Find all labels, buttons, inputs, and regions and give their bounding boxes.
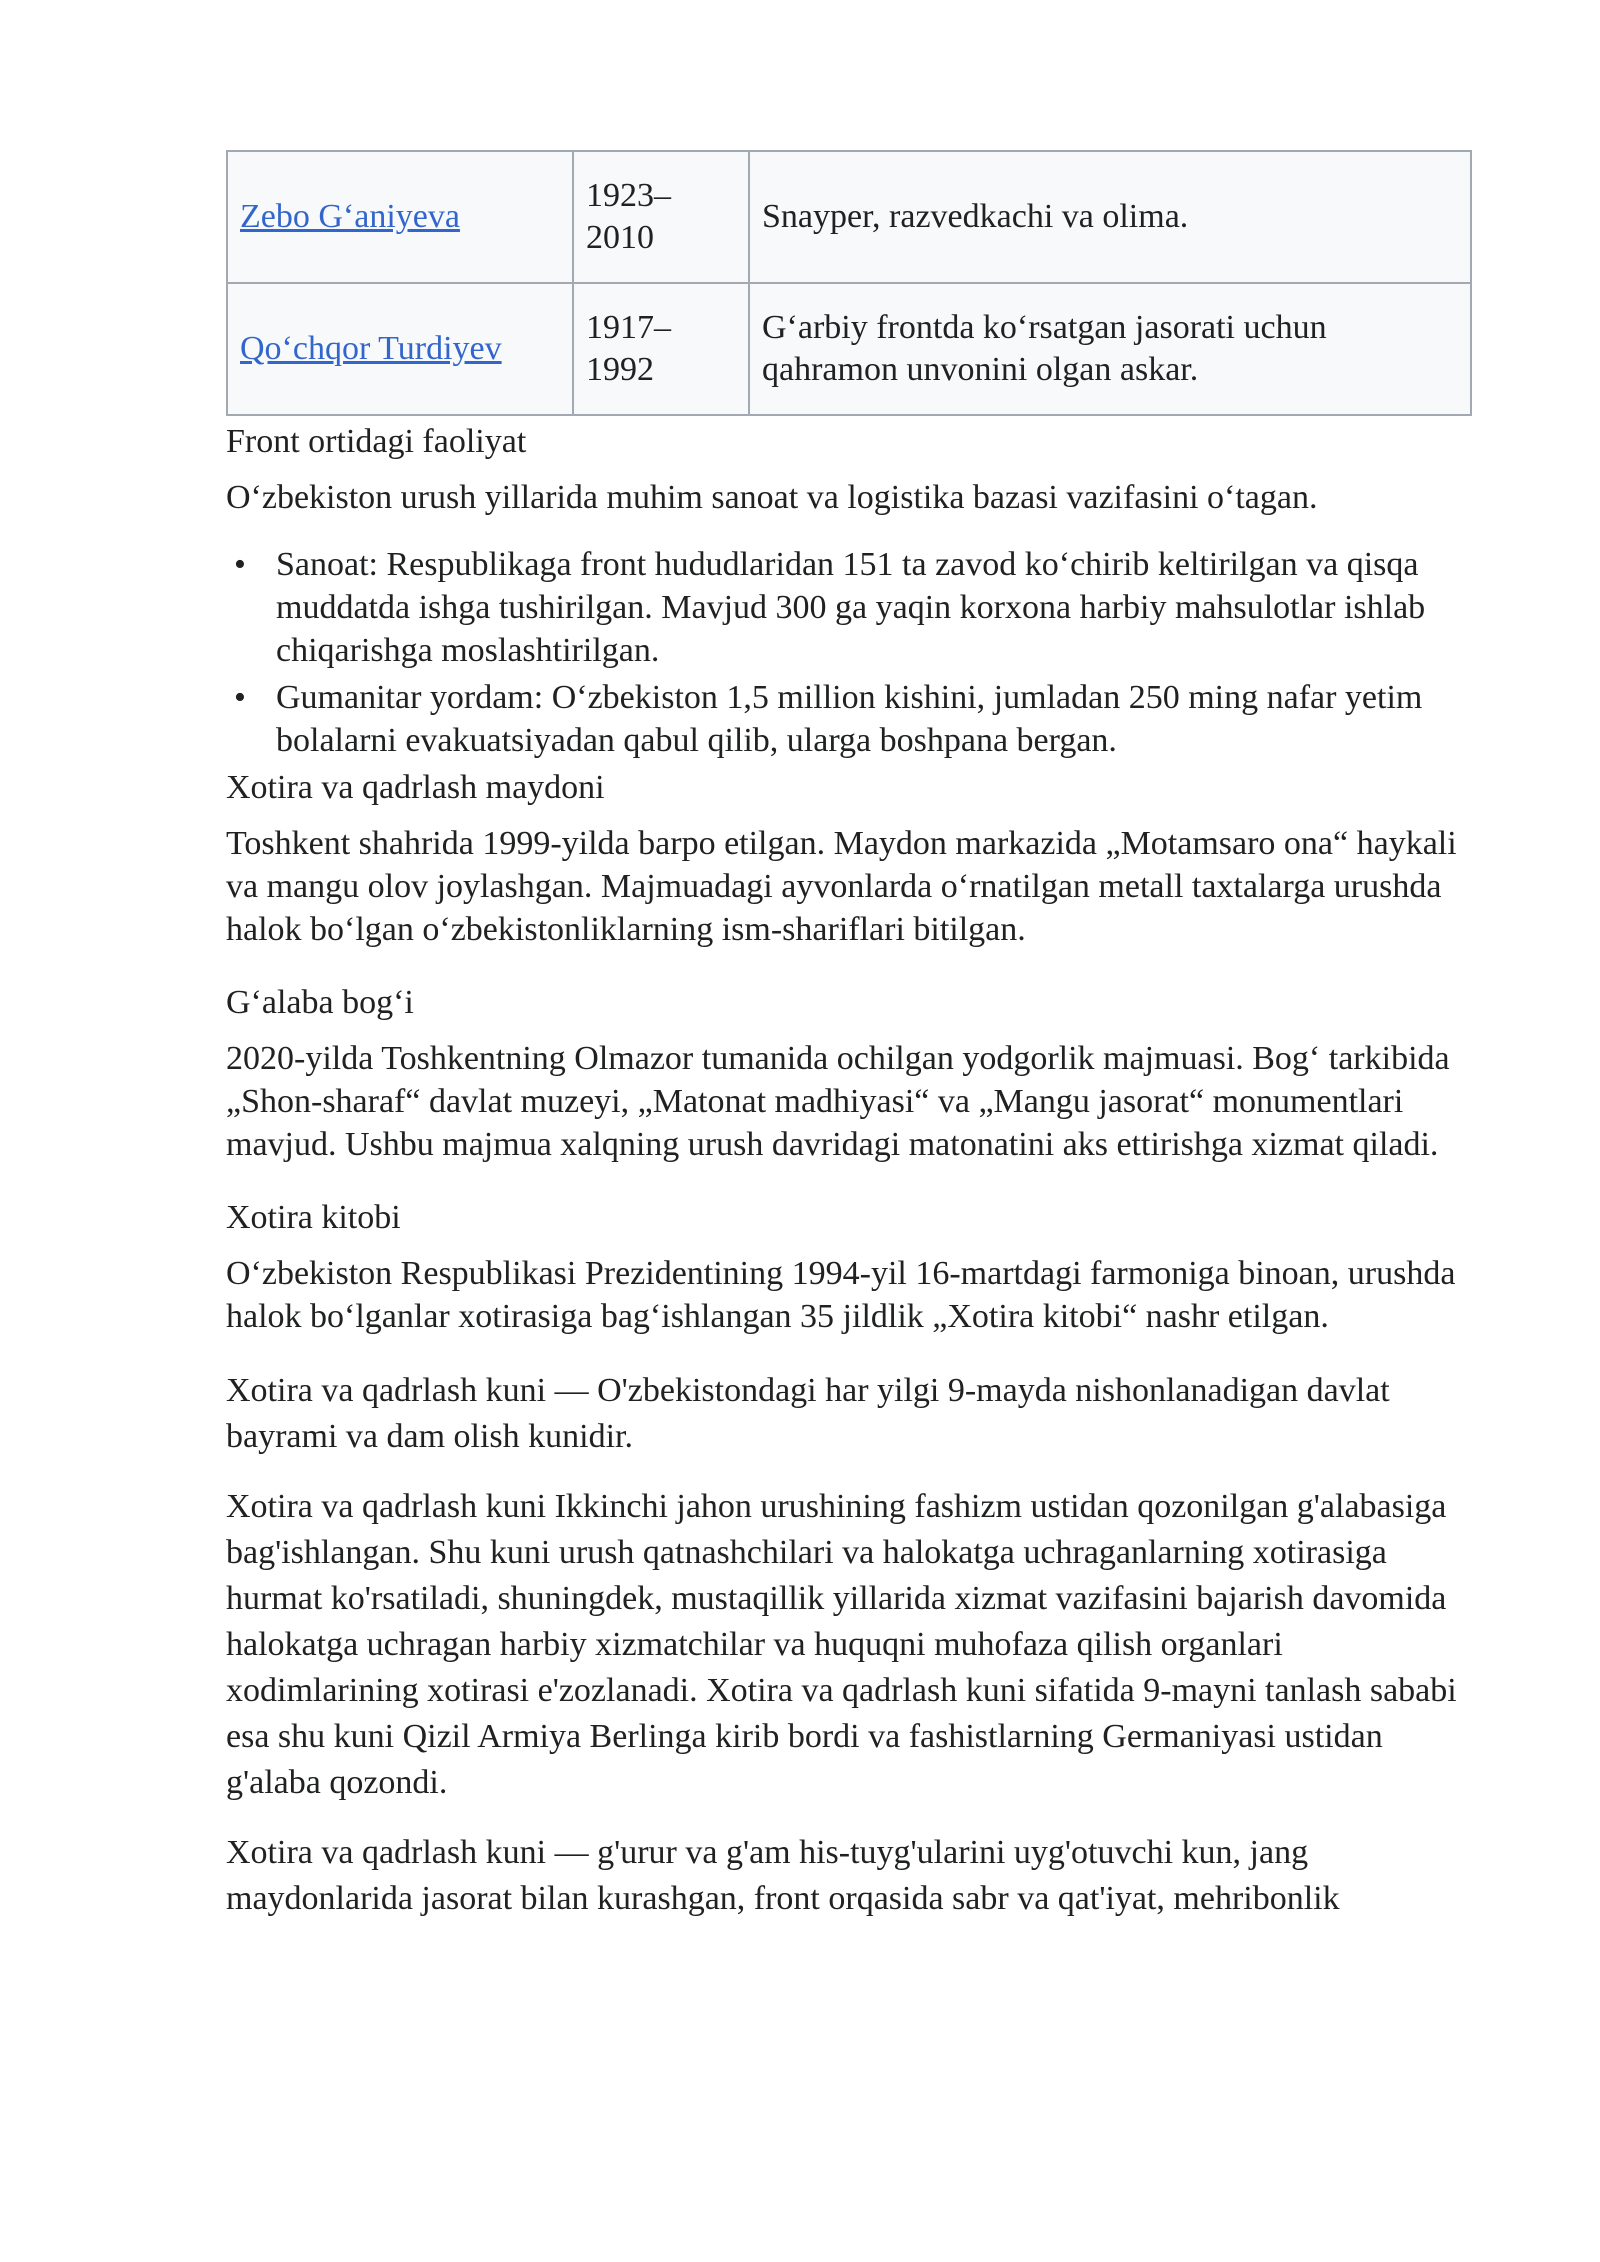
years-start: 1917– <box>586 309 671 346</box>
people-table <box>226 150 1472 416</box>
paragraph: Xotira va qadrlash kuni — O'zbekistondagi har yilgi 9-mayda nishonlanadigan davlat bayrami va dam olish kunidir. <box>226 1372 1390 1455</box>
list-item-text: Sanoat: Respublikaga front hududlaridan 151 ta zavod ko‘chirib keltirilgan va qisqa muddatda ishga tushirilgan. Mavjud 300 ga yaqin korxona harbiy mahsulotlar ishlab chiqarishga moslashtirilgan. <box>276 546 1426 669</box>
section-text: 2020-yilda Toshkentning Olmazor tumanida ochilgan yodgorlik majmuasi. Bog‘ tarkibida „Shon-sharaf“ davlat muzeyi, „Matonat madhiyasi“ va „Mangu jasorat“ monumentlari mavjud. Ushbu majmua xalqning urush davridagi matonatini aks ettirishga xizmat qiladi. <box>226 1040 1450 1163</box>
table-cell-description: Snayper, razvedkachi va olima. <box>749 151 1471 283</box>
years-end: 1992 <box>586 351 654 388</box>
table-cell-name <box>227 283 573 415</box>
list-item-text: Gumanitar yordam: O‘zbekiston 1,5 million kishini, jumladan 250 ming nafar yetim bolalarni evakuatsiyadan qabul qilib, ularga boshpana bergan. <box>276 679 1423 759</box>
table-cell-description: G‘arbiy frontda ko‘rsatgan jasorati uchun qahramon unvonini olgan askar. <box>749 283 1471 415</box>
table-row <box>227 151 1471 283</box>
section-text: Toshkent shahrida 1999-yilda barpo etilgan. Maydon markazida „Motamsaro ona“ haykali va mangu olov joylashgan. Majmuadagi ayvonlarda o‘rnatilgan metall taxtalarga urushda halok bo‘lgan o‘zbekistonliklarning ism-shariflari bitilgan. <box>226 825 1457 948</box>
person-link[interactable]: Qo‘chqor Turdiyev <box>240 330 502 367</box>
fact-list <box>226 543 1472 762</box>
bullet-icon: • <box>234 546 246 583</box>
paragraph: Xotira va qadrlash kuni — g'urur va g'am his-tuyg'ularini uyg'otuvchi kun, jang maydonlarida jasorat bilan kurashgan, front orqasida sabr va qat'iyat, mehribonlik <box>226 1834 1340 1917</box>
list-item <box>234 543 1472 672</box>
section-heading-park: G‘alaba bog‘i <box>226 984 414 1021</box>
table-cell-years <box>573 283 749 415</box>
section-text: O‘zbekiston Respublikasi Prezidentining 1994-yil 16-martdagi farmoniga binoan, urushda halok bo‘lganlar xotirasiga bag‘ishlangan 35 jildlik „Xotira kitobi“ nashr etilgan. <box>226 1255 1456 1335</box>
section-heading-book: Xotira kitobi <box>226 1199 401 1236</box>
document-page <box>226 150 1472 1922</box>
person-link[interactable]: Zebo G‘aniyeva <box>240 198 460 235</box>
table-cell-years <box>573 151 749 283</box>
bullet-icon: • <box>234 679 246 716</box>
section-intro: O‘zbekiston urush yillarida muhim sanoat va logistika bazasi vazifasini o‘tagan. <box>226 479 1318 516</box>
table-cell-name <box>227 151 573 283</box>
years-end: 2010 <box>586 219 654 256</box>
list-item <box>234 676 1472 762</box>
table-row <box>227 283 1471 415</box>
paragraph: Xotira va qadrlash kuni Ikkinchi jahon urushining fashizm ustidan qozonilgan g'alabasiga bag'ishlangan. Shu kuni urush qatnashchilari va halokatga uchraganlarning xotirasiga hurmat ko'rsatiladi, shuningdek, mustaqillik yillarida xizmat vazifasini bajarish davomida halokatga uchragan harbiy xizmatchilar va huquqni muhofaza qilish organlari xodimlarining xotirasi e'zozlanadi. Xotira va qadrlash kuni sifatida 9-mayni tanlash sababi esa shu kuni Qizil Armiya Berlinga kirib bordi va fashistlarning Germaniyasi ustidan g'alaba qozondi. <box>226 1488 1457 1801</box>
years-start: 1923– <box>586 177 671 214</box>
section-heading-square: Xotira va qadrlash maydoni <box>226 769 605 806</box>
section-heading-front: Front ortidagi faoliyat <box>226 423 527 460</box>
